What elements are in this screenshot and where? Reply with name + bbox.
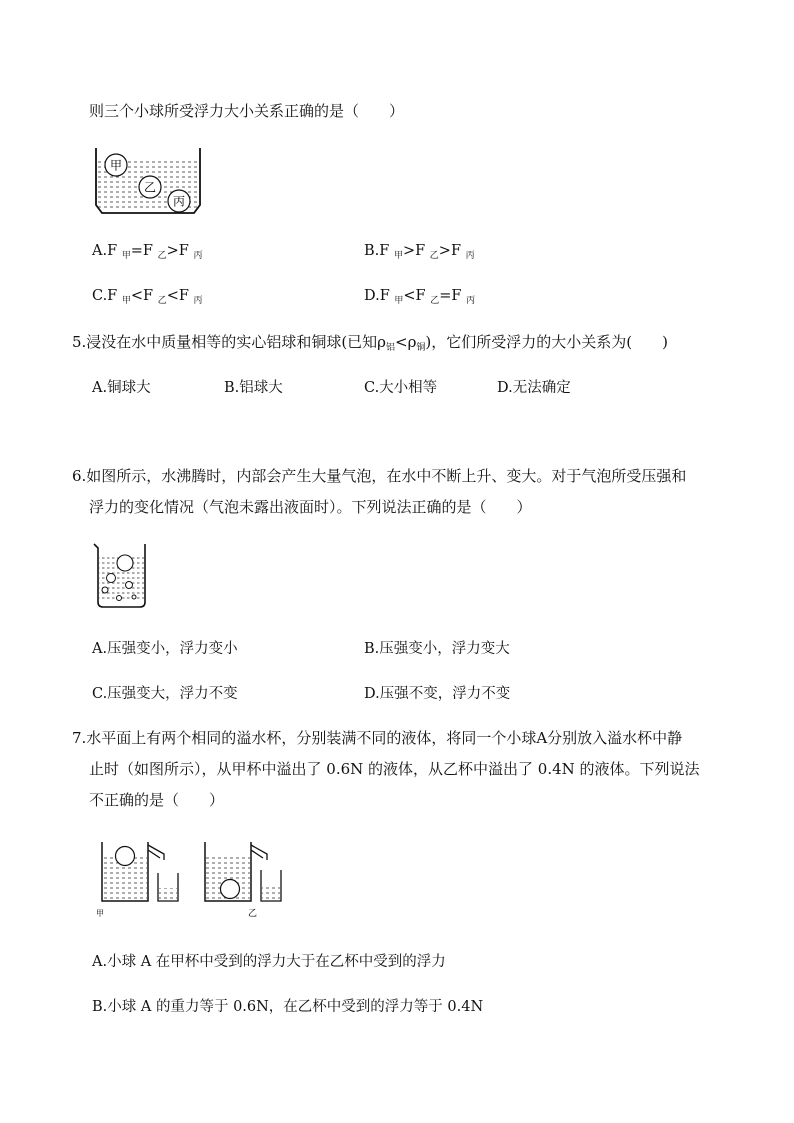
q4-ball-c-label: 丙 [172,194,186,209]
q4-stem: 则三个小球所受浮力大小关系正确的是（ ） [89,102,405,120]
q7-overflow-cups-figure [92,836,292,926]
q6-bubble-small-1 [126,582,133,589]
q6-stem-line2: 浮力的变化情况（气泡未露出液面时）。下列说法正确的是（ ） [89,498,532,516]
q7-stem-line1: 7.水平面上有两个相同的溢水杯，分别装满不同的液体，将同一个小球A分别放入溢水杯中静 [72,729,683,747]
q4-figure-container [92,145,207,217]
q6-option-c[interactable]: C.压强变大，浮力不变 [92,686,238,702]
q6-option-b[interactable]: B.压强变小，浮力变大 [364,641,510,657]
q7-label-right: 乙 [248,909,258,919]
q7-ball-left [116,847,135,866]
q6-option-a[interactable]: A.压强变小，浮力变小 [92,641,238,657]
q7-stem-line3: 不正确的是（ ） [89,791,225,809]
q4-option-c[interactable]: C.F $_甲$<F $_乙$<F $_丙$ [92,288,203,306]
q4-option-d[interactable]: D.F $_甲$<F $_乙$=F $_丙$ [364,288,476,306]
q7-catch-liquid-right [262,884,280,900]
q7-option-b[interactable]: B.小球 A 的重力等于 0.6N，在乙杯中受到的浮力等于 0.4N [92,999,484,1015]
q5-option-d[interactable]: D.无法确定 [497,380,571,396]
q5-option-c[interactable]: C.大小相等 [364,380,438,396]
q4-ball-b-label: 乙 [143,180,157,195]
q4-option-b[interactable]: B.F $_甲$>F $_乙$>F $_丙$ [364,243,475,261]
q5-option-b[interactable]: B.铝球大 [224,380,283,396]
q6-bubble-small-4 [132,595,136,599]
q7-stem-line2: 止时（如图所示），从甲杯中溢出了 0.6N 的液体，从乙杯中溢出了 0.4N 的液体。下列说法 [89,760,700,778]
q6-bubble-small-2 [102,587,108,593]
q6-beaker-figure [92,541,150,609]
q7-catch-liquid-left [159,888,177,900]
q6-option-d[interactable]: D.压强不变，浮力不变 [364,686,511,702]
q6-bubble-medium [107,574,116,583]
q7-ball-right [221,880,240,899]
q7-spout-left [148,845,164,860]
q7-label-left: 甲 [96,909,104,918]
q6-bubble-small-3 [117,596,122,601]
q4-option-a[interactable]: A.F $_甲$=F $_乙$>F $_丙$ [92,243,203,261]
q6-stem-line1: 6.如图所示，水沸腾时，内部会产生大量气泡，在水中不断上升、变大。对于气泡所受压强和 [72,467,687,485]
q4-ball-a-label: 甲 [109,158,123,173]
q7-spout-right [251,845,267,860]
q7-option-a[interactable]: A.小球 A 在甲杯中受到的浮力大于在乙杯中受到的浮力 [92,954,446,970]
q5-option-a[interactable]: A.铜球大 [92,380,151,396]
q6-bubble-large [117,555,133,571]
q5-stem: 5.浸没在水中质量相等的实心铝球和铜球(已知$\rho_铝<\rho_铜$)，它们所受浮力的大小关系为( ) [72,333,668,353]
